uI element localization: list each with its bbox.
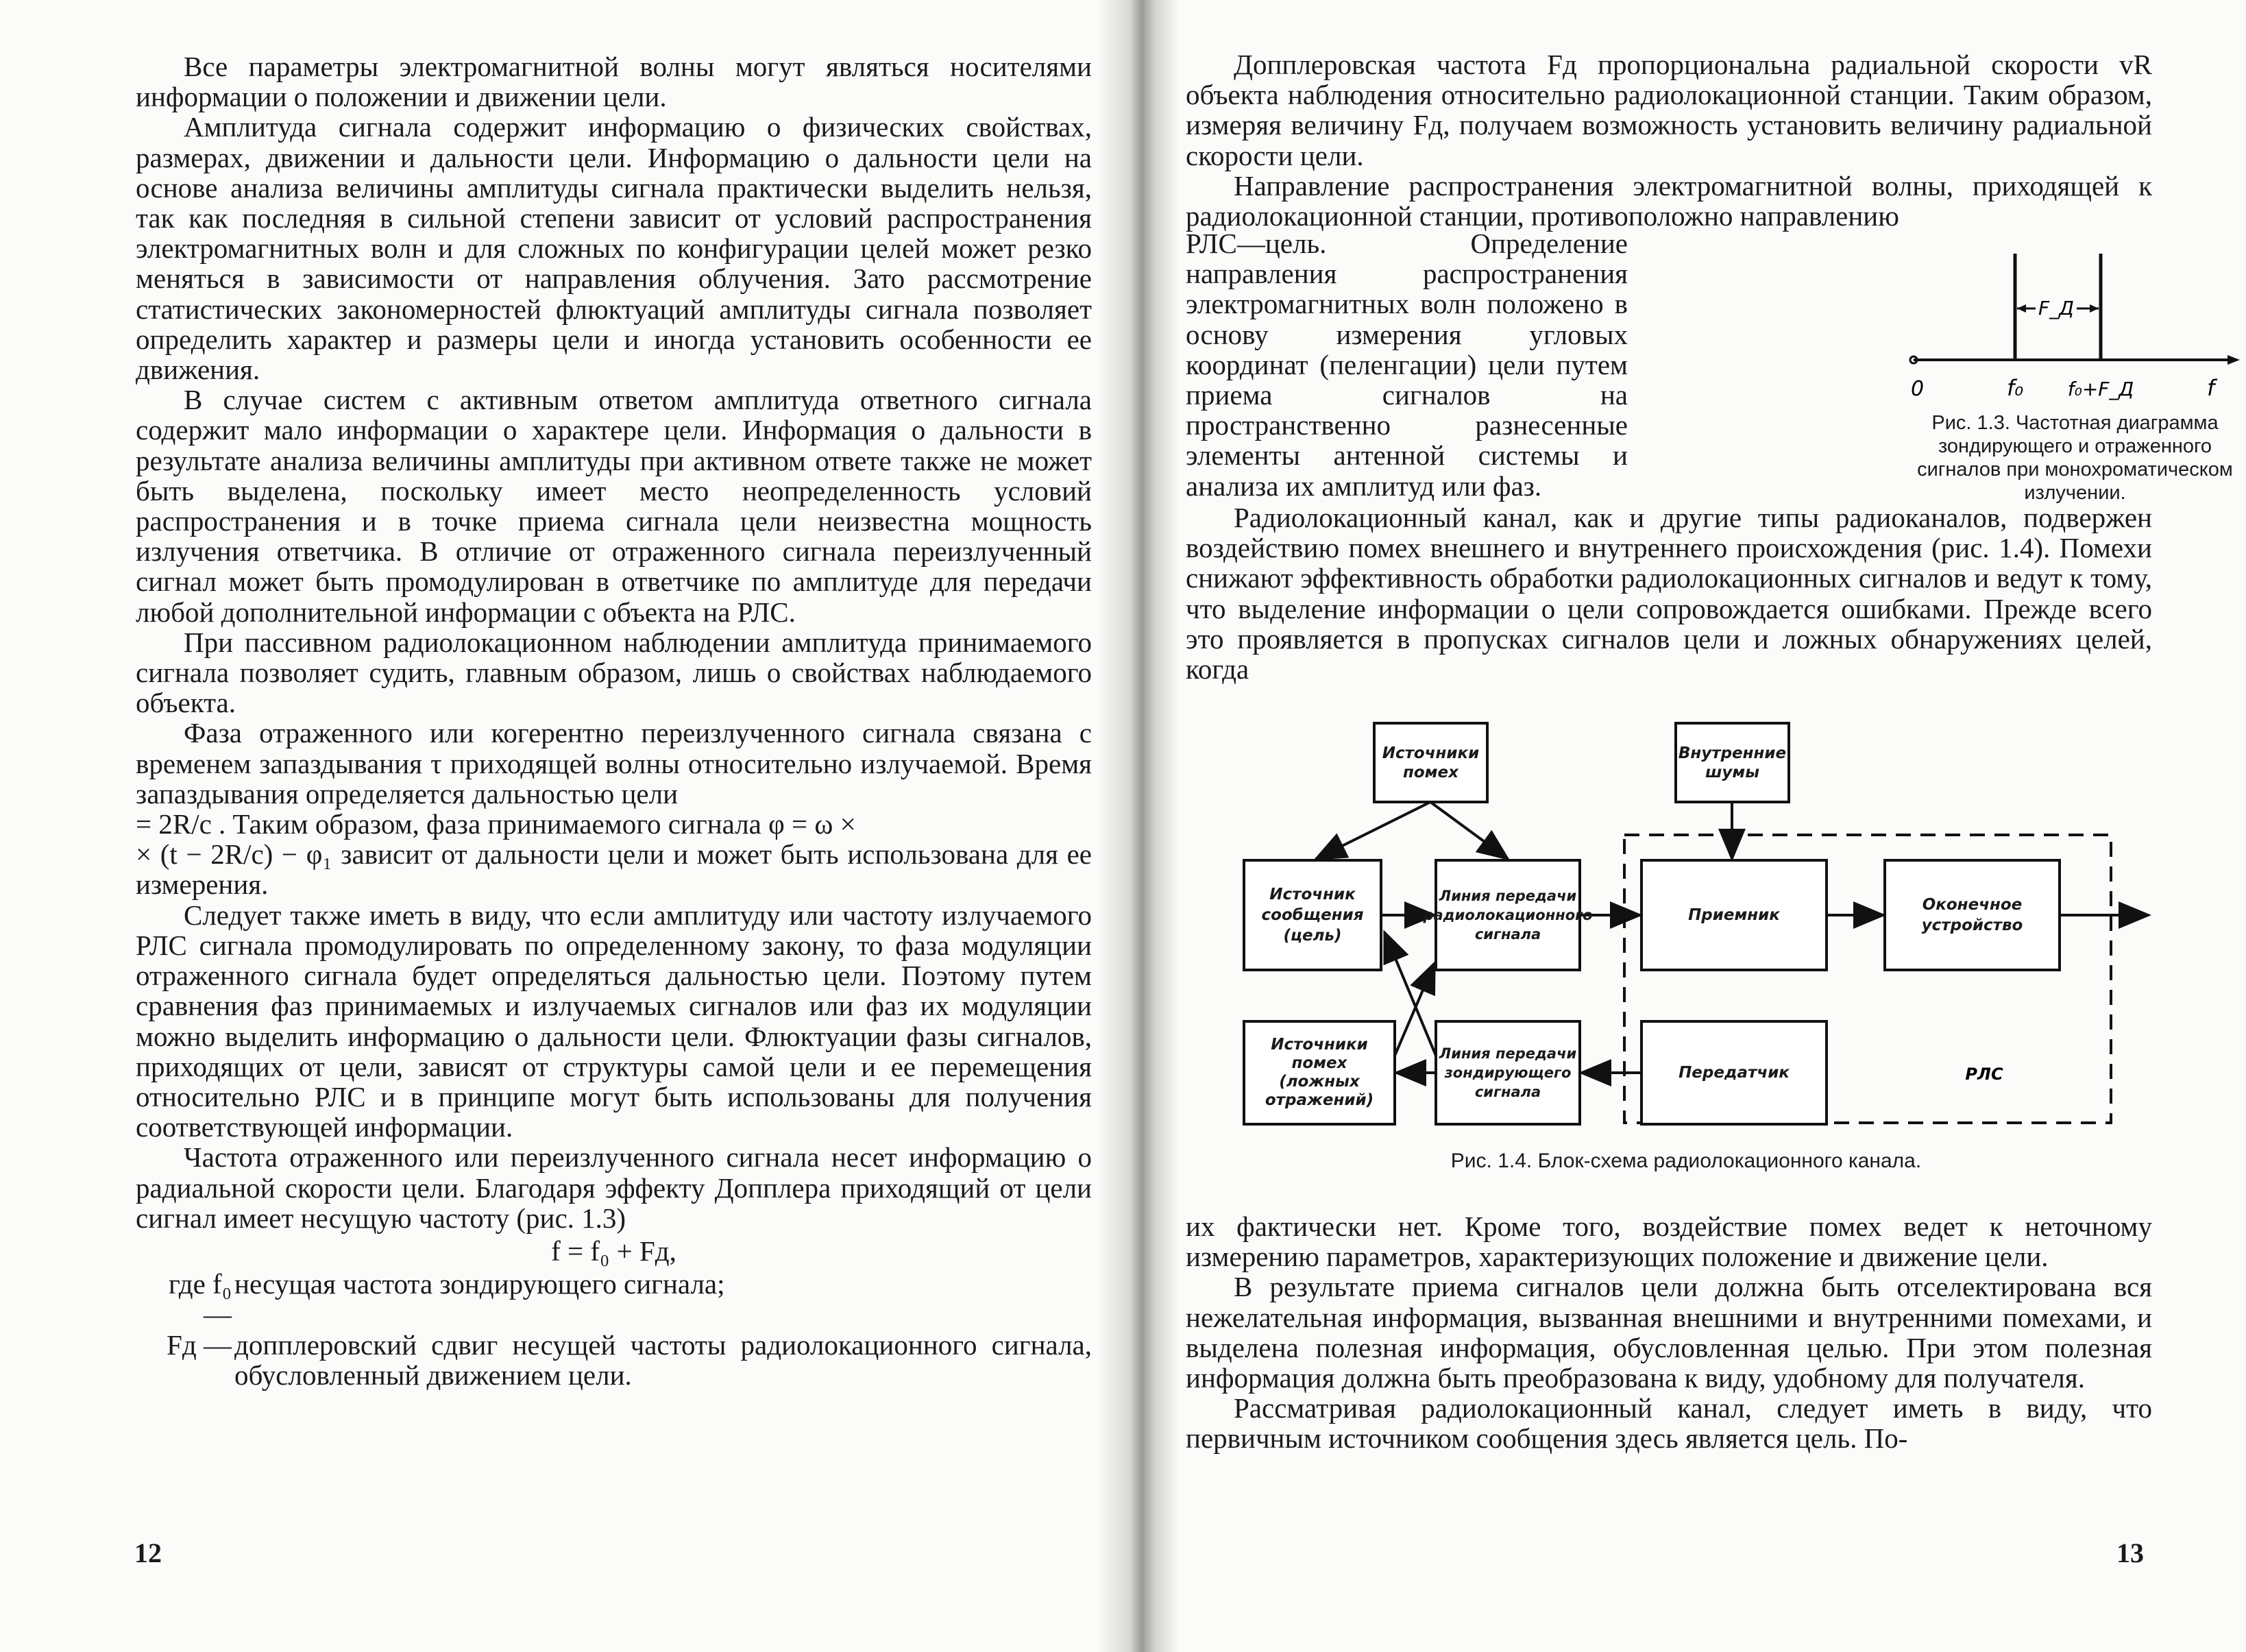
interference-sources-label: Источники помех <box>1382 744 1480 781</box>
paragraph: Рассматривая радиолокационный канал, следует иметь в виду, что первичным источником сообщения здесь является цель. По- <box>1186 1392 2152 1455</box>
page-number: 13 <box>2116 1538 2144 1568</box>
arrow-to-line <box>1430 802 1508 859</box>
arrow-left-icon <box>2017 304 2026 313</box>
definition-row <box>136 1330 1092 1390</box>
f0-label: f₀ <box>2006 375 2024 401</box>
definition-symbol: где f₀ — <box>168 1268 232 1331</box>
terminal-label: Оконечное устройство <box>1921 896 2023 934</box>
paragraph: Направление распространения электромагнитной волны, приходящей к радиолокационной станции, противоположно направлению <box>1186 169 2152 232</box>
definition-text: допплеровский сдвиг несущей частоты радиолокационного сигнала, обусловленный движением цели. <box>234 1328 1092 1391</box>
f0-fd-label: f₀+F_Д <box>2067 378 2134 400</box>
definition-symbol: Fд — <box>167 1328 232 1361</box>
right-top-text <box>1186 49 2152 231</box>
paragraph-text: Радиолокационный канал, как и другие типы радиоканалов, подвержен воздействию помех внешнего и внутреннего происхождения (рис. 1.4). Помехи снижают эффективность обработки радиолокационных сигналов и ведут к тому, что выделение информации о цели сопровождается ошибками. Прежде всего это проявляется в пропусках сигналов цели и ложных обнаружениях целей, когда <box>1186 502 2152 685</box>
definitions <box>136 1269 1092 1390</box>
message-source-label: Источник сообщения (цель) <box>1261 886 1364 945</box>
axis-arrow-icon <box>2227 355 2240 365</box>
figure-1-4 <box>1237 713 2197 1165</box>
probing-signal-line-label: Линия передачи зондирующего сигнала <box>1439 1045 1577 1100</box>
frequency-diagram <box>1905 243 2241 401</box>
zero-label: 0 <box>1911 377 1925 401</box>
paragraph: Фаза отраженного или когерентно переизлученного сигнала связана с временем запаздывания τ приходящей волны относительно излучаемой. Время запаздывания определяется дальностью цели <box>136 717 1092 810</box>
definition-row <box>136 1269 1092 1329</box>
arrow-right-icon <box>2090 304 2099 313</box>
false-reflection-sources-label: Источники помех (ложных отражений) <box>1265 1036 1374 1109</box>
paragraph: Все параметры электромагнитной волны могут являться носителями информации о положении и движении цели. <box>136 51 1092 113</box>
paragraph: Допплеровская частота Fд пропорциональна радиальной скорости vR объекта наблюдения относительно радиолокационной станции. Таким образом, измеряя величину Fд, получаем возможность установить величину радиальной скорости цели. <box>1186 49 2152 171</box>
paragraph: В результате приема сигналов цели должна быть отселектирована вся нежелательная информация, вызванная внешними и внутренними помехами, и выделена полезная информация, обусловленная целью. При этом полезная информация должна быть преобразована к виду, удобному для получателя. <box>1186 1271 2152 1394</box>
phase-formula-line: = 2R/c . Таким образом, фаза принимаемого сигнала φ = ω × <box>136 808 856 840</box>
paragraph: В случае систем с активным ответом амплитуда ответного сигнала содержит мало информации о характере цели. Информация о дальности в результате анализа величины амплитуды при активном ответе также не может быть выделена, поскольку имеет место неопределенность условий распространения и в точке приема сигнала цели неизвестна мощность излучения ответчика. В отличие от отраженного сигнала переизлученный сигнал может быть промодулирован в ответчике по амплитуде для передачи любой дополнительной информации с объекта на РЛС. <box>136 384 1092 628</box>
fd-label: F_Д <box>2038 297 2074 319</box>
internal-noise-label: Внутренние шумы <box>1678 744 1787 781</box>
paragraph: их фактически нет. Кроме того, воздействие помех ведет к неточному измерению параметров, характеризующих положение и движение цели. <box>1186 1211 2152 1273</box>
book-gutter <box>1097 0 1179 1652</box>
page-number: 12 <box>134 1538 162 1568</box>
figure-1-3-caption: Рис. 1.3. Частотная диаграмма зондирующего и отраженного сигналов при монохроматическом излучении. <box>1917 412 2233 504</box>
paragraph: Следует также иметь в виду, что если амплитуду или частоту излучаемого РЛС сигнала промодулировать по определенному закону, то фаза модуляции отраженного сигнала будет определяться дальностью цели. Поэтому путем сравнения фаз принимаемых и излучаемых сигналов или фаз их модуляции можно выделить информацию о дальности цели. Флюктуации фазы сигналов, приходящих от цели, зависят от структуры самой цели и ее перемещения относительно РЛС и в принципе могут быть использованы для получения соответствующей информации. <box>136 899 1092 1143</box>
transmitter-label: Передатчик <box>1679 1064 1790 1082</box>
block-diagram <box>1237 713 2197 1145</box>
receiver-label: Приемник <box>1688 906 1780 924</box>
paragraph: При пассивном радиолокационном наблюдении амплитуда принимаемого сигнала позволяет судить, главным образом, лишь о свойствах наблюдаемого объекта. <box>136 626 1092 719</box>
paragraph: Частота отраженного или переизлученного сигнала несет информацию о радиальной скорости цели. Благодаря эффекту Допплера приходящий от цели сигнал имеет несущую частоту (рис. 1.3) <box>136 1141 1092 1234</box>
left-text-column <box>136 51 1092 1390</box>
rls-label: РЛС <box>1965 1065 2003 1084</box>
right-page <box>1117 0 2246 1652</box>
f-label: f <box>2207 375 2215 401</box>
right-bottom-text <box>1186 1211 2152 1454</box>
radar-signal-line-label: Линия передачи радиолокационного сигнала <box>1423 888 1593 943</box>
frequency-formula: f = f₀ + Fд, <box>551 1235 676 1267</box>
figure-1-4-caption: Рис. 1.4. Блок-схема радиолокационного канала. <box>1450 1150 1922 1172</box>
definition-text: несущая частота зондирующего сигнала; <box>234 1268 725 1300</box>
phase-formula-line2: × (t − 2R/c) − φ₁ зависит от дальности цели и может быть использована для ее измерения. <box>136 838 1092 901</box>
cross-line-2 <box>1395 963 1435 1056</box>
arrow-to-source <box>1316 802 1430 859</box>
left-page <box>0 0 1117 1652</box>
wrapped-paragraph: РЛС—цель. Определение направления распространения электромагнитных волн положено в основу измерения угловых координат (пеленгации) цели путем приема сигналов на пространственно разнесенные элементы антенной системы и анализа их амплитуд или фаз. <box>1186 228 1628 502</box>
paragraph: Амплитуда сигнала содержит информацию о физических свойствах, размерах, движении и дальности цели. Информацию о дальности цели на основе анализа величины амплитуды сигнала практически выделить нельзя, так как последняя в сильной степени зависит от условий распространения электромагнитных волн и для сложных по конфигурации целей может резко меняться в зависимости от направления облучения. Зато рассмотрение статистических закономерностей флюктуаций амплитуды сигнала позволяет определить характер и размеры цели и иногда установить особенности ее движения. <box>136 111 1092 386</box>
paragraph <box>1186 502 2152 684</box>
figure-1-3 <box>1905 243 2241 404</box>
